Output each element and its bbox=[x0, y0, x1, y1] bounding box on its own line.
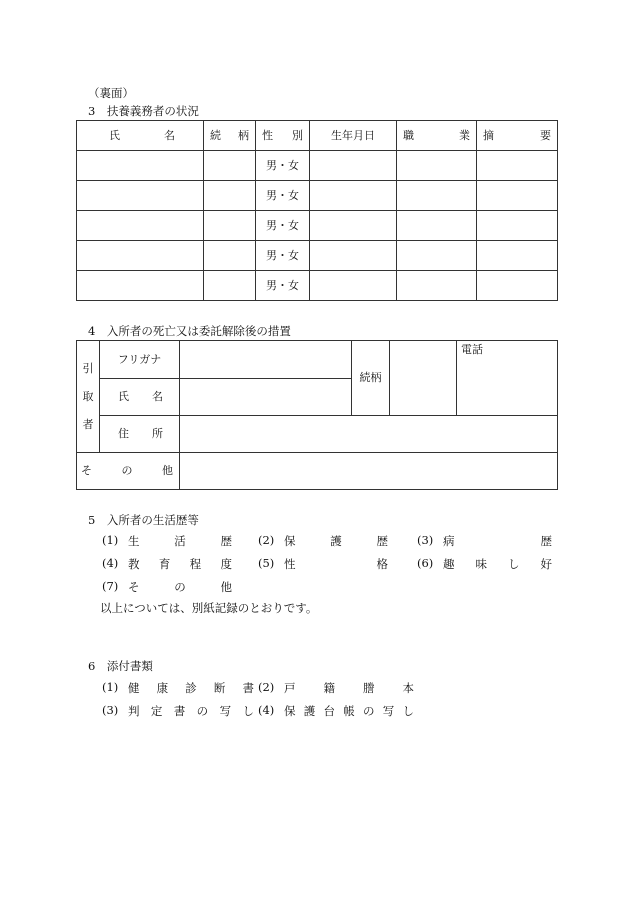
gender-cell[interactable]: 男・女 bbox=[256, 271, 310, 301]
history-item-number: (6) bbox=[417, 556, 434, 570]
history-item bbox=[258, 533, 388, 549]
history-item bbox=[102, 556, 232, 572]
remarks-cell[interactable] bbox=[477, 151, 558, 181]
occupation-cell[interactable] bbox=[397, 241, 477, 271]
header-birthdate: 生年月日 bbox=[310, 121, 397, 151]
gender-cell[interactable]: 男・女 bbox=[256, 151, 310, 181]
relation-cell[interactable] bbox=[204, 151, 256, 181]
name-value bbox=[180, 379, 352, 416]
dependent-row bbox=[77, 241, 558, 271]
birthdate-cell[interactable] bbox=[310, 241, 397, 271]
history-item-label: 保 護 歴 bbox=[284, 534, 388, 548]
receiver-table bbox=[76, 340, 558, 490]
header-name bbox=[77, 121, 204, 151]
history-item-number: (3) bbox=[417, 533, 434, 547]
receiver-label: 引 取 者 bbox=[82, 361, 94, 431]
history-item-label: 趣 味 し 好 bbox=[443, 557, 552, 571]
relation-label: 続柄 bbox=[352, 341, 390, 416]
header-gender bbox=[256, 121, 310, 151]
header-occupation bbox=[397, 121, 477, 151]
attachment-item-number: (1) bbox=[102, 680, 119, 694]
phone-label: 電話 bbox=[461, 343, 483, 356]
header-relation bbox=[204, 121, 256, 151]
gender-cell[interactable]: 男・女 bbox=[256, 241, 310, 271]
history-item-number: (5) bbox=[258, 556, 275, 570]
header-occupation-text: 職 業 bbox=[403, 128, 470, 142]
remarks-cell[interactable] bbox=[477, 241, 558, 271]
section3-title: 3 扶養義務者の状況 bbox=[88, 104, 199, 118]
other-value bbox=[180, 453, 558, 490]
history-item-number: (4) bbox=[102, 556, 119, 570]
attachment-item bbox=[258, 703, 414, 719]
occupation-cell[interactable] bbox=[397, 181, 477, 211]
history-item-number: (2) bbox=[258, 533, 275, 547]
header-name-text: 氏 名 bbox=[109, 128, 175, 142]
relation-cell[interactable] bbox=[204, 181, 256, 211]
history-note: 以上については、別紙記録のとおりです。 bbox=[100, 601, 318, 615]
history-item-label: 教 育 程 度 bbox=[128, 557, 232, 571]
attachment-item-number: (2) bbox=[258, 680, 275, 694]
attachment-item-number: (3) bbox=[102, 703, 119, 717]
gender-cell[interactable]: 男・女 bbox=[256, 211, 310, 241]
address-value bbox=[180, 416, 558, 453]
name-cell[interactable] bbox=[77, 181, 204, 211]
dependent-row bbox=[77, 271, 558, 301]
relation-cell[interactable] bbox=[204, 211, 256, 241]
furigana-label: フリガナ bbox=[100, 341, 180, 379]
birthdate-cell[interactable] bbox=[310, 271, 397, 301]
address-label: 住 所 bbox=[118, 427, 163, 440]
back-side-label: （裏面） bbox=[88, 86, 134, 100]
attachment-item bbox=[102, 703, 254, 719]
attachment-item-label: 戸 籍 謄 本 bbox=[284, 681, 414, 695]
relation-cell[interactable] bbox=[204, 241, 256, 271]
other-label-cell bbox=[77, 453, 180, 490]
remarks-cell[interactable] bbox=[477, 271, 558, 301]
relation-cell[interactable] bbox=[204, 271, 256, 301]
attachment-item bbox=[258, 680, 414, 696]
history-item-label: 性 格 bbox=[284, 557, 388, 571]
header-remarks-text: 摘 要 bbox=[483, 128, 551, 142]
occupation-cell[interactable] bbox=[397, 211, 477, 241]
address-label-cell bbox=[100, 416, 180, 453]
header-relation-text: 続 柄 bbox=[210, 128, 249, 142]
phone-cell bbox=[457, 341, 558, 416]
history-item-number: (1) bbox=[102, 533, 119, 547]
attachment-item-label: 健 康 診 断 書 bbox=[128, 681, 254, 695]
attachment-item-number: (4) bbox=[258, 703, 275, 717]
history-item-label: そ の 他 bbox=[128, 580, 232, 594]
occupation-cell[interactable] bbox=[397, 271, 477, 301]
history-item bbox=[417, 533, 552, 549]
remarks-cell[interactable] bbox=[477, 181, 558, 211]
history-item bbox=[102, 579, 232, 595]
history-item-label: 生 活 歴 bbox=[128, 534, 232, 548]
dependents-header-row bbox=[77, 121, 558, 151]
attachment-item-label: 判 定 書 の 写 し bbox=[128, 704, 254, 718]
dependent-row bbox=[77, 181, 558, 211]
section4-title: 4 入所者の死亡又は委託解除後の措置 bbox=[88, 324, 291, 338]
relation-value bbox=[390, 341, 457, 416]
name-cell[interactable] bbox=[77, 211, 204, 241]
occupation-cell[interactable] bbox=[397, 151, 477, 181]
header-gender-text: 性 別 bbox=[262, 128, 303, 142]
furigana-value bbox=[180, 341, 352, 379]
name-cell[interactable] bbox=[77, 271, 204, 301]
history-item-label: 病 歴 bbox=[443, 534, 552, 548]
dependent-row bbox=[77, 211, 558, 241]
name-label-cell bbox=[100, 379, 180, 416]
history-item bbox=[417, 556, 552, 572]
gender-cell[interactable]: 男・女 bbox=[256, 181, 310, 211]
dependents-table bbox=[76, 120, 558, 301]
birthdate-cell[interactable] bbox=[310, 181, 397, 211]
other-label: そ の 他 bbox=[81, 464, 173, 477]
receiver-label-cell bbox=[77, 341, 100, 453]
birthdate-cell[interactable] bbox=[310, 151, 397, 181]
section6-title: 6 添付書類 bbox=[88, 659, 153, 673]
history-item bbox=[258, 556, 388, 572]
name-cell[interactable] bbox=[77, 151, 204, 181]
remarks-cell[interactable] bbox=[477, 211, 558, 241]
history-item-number: (7) bbox=[102, 579, 119, 593]
attachment-item-label: 保 護 台 帳 の 写 し bbox=[284, 704, 414, 718]
header-remarks bbox=[477, 121, 558, 151]
history-item bbox=[102, 533, 232, 549]
name-label: 氏 名 bbox=[118, 390, 163, 403]
name-cell[interactable] bbox=[77, 241, 204, 271]
dependent-row bbox=[77, 151, 558, 181]
birthdate-cell[interactable] bbox=[310, 211, 397, 241]
section5-title: 5 入所者の生活歴等 bbox=[88, 513, 199, 527]
attachment-item bbox=[102, 680, 254, 696]
